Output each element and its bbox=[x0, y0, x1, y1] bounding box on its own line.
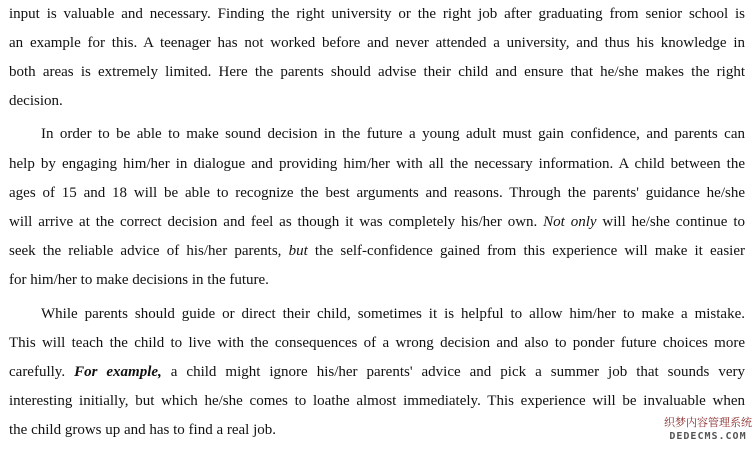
watermark-bottom-text: DEDECMS.COM bbox=[669, 431, 747, 442]
paragraph-3-line-3-after: a child might ignore his/her parents' advice and pick a summer job that sounds very bbox=[161, 364, 745, 380]
paragraph-2-line-2: help by engaging him/her in dialogue and providing him/her with all the necessary information. A child between the bbox=[9, 156, 745, 172]
paragraph-3-line-4: interesting initially, but which he/she comes to loathe almost immediately. This experience will be invaluable when bbox=[9, 393, 745, 409]
watermark-top-text: 织梦内容管理系统 bbox=[664, 416, 752, 429]
paragraph-3-line-5: the child grows up and has to find a real job. bbox=[9, 422, 277, 438]
paragraph-2-line-4-before: will arrive at the correct decision and feel as though it was completely his/her own. bbox=[9, 214, 544, 230]
paragraph-1-line-2: an example for this. A teenager has not worked before and never attended a university, and thus his knowledge in bbox=[9, 35, 745, 51]
paragraph-3-line-2: This will teach the child to live with the consequences of a wrong decision and also to ponder future choices more bbox=[9, 335, 745, 351]
paragraph-2-line-3: ages of 15 and 18 will be able to recognize the best arguments and reasons. Through the parents' guidance he/she bbox=[9, 185, 745, 201]
paragraph-1-line-1: input is valuable and necessary. Finding the right university or the right job after graduating from senior school is bbox=[9, 6, 745, 22]
paragraph-2-line-6: for him/her to make decisions in the future. bbox=[9, 272, 269, 288]
watermark bbox=[662, 416, 754, 446]
emphasis-for-example: For example, bbox=[74, 364, 162, 380]
paragraph-2-line-5-before: seek the reliable advice of his/her parents, bbox=[9, 243, 289, 259]
emphasis-but: but bbox=[288, 243, 308, 259]
paragraph-2-line-5-after: the self-confidence gained from this experience will make it easier bbox=[307, 243, 745, 259]
paragraph-2-line-5 bbox=[9, 238, 745, 264]
paragraph-1-line-4: decision. bbox=[9, 93, 63, 109]
paragraph-3-line-3 bbox=[9, 359, 745, 385]
paragraph-3-line-3-before: carefully. bbox=[9, 364, 75, 380]
paragraph-2-line-4-after: will he/she continue to bbox=[596, 214, 745, 230]
emphasis-not-only: Not only bbox=[543, 214, 597, 230]
paragraph-2-line-1: In order to be able to make sound decision in the future a young adult must gain confidence, and parents can bbox=[41, 126, 745, 142]
paragraph-1-line-3: both areas is extremely limited. Here the parents should advise their child and ensure that he/she makes the right bbox=[9, 64, 745, 80]
paragraph-3-line-1: While parents should guide or direct their child, sometimes it is helpful to allow him/her to make a mistake. bbox=[41, 306, 745, 322]
paragraph-2-line-4 bbox=[9, 209, 745, 235]
